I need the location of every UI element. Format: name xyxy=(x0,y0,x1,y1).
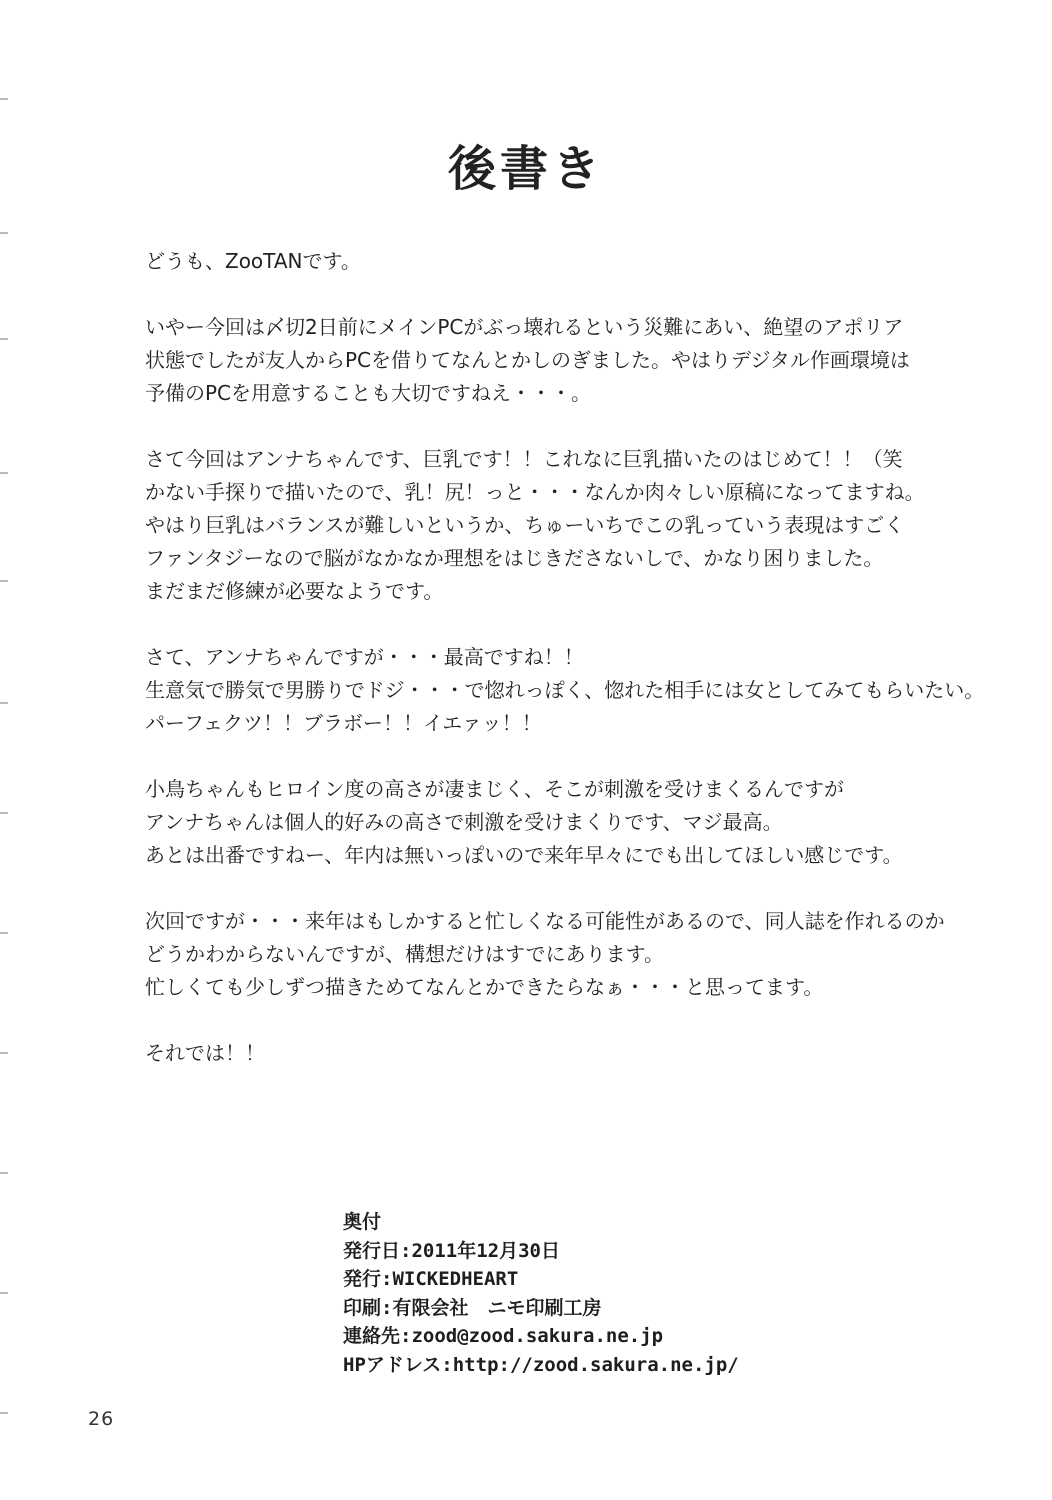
colophon-homepage: HPアドレス:http://zood.sakura.ne.jp/ xyxy=(343,1353,739,1376)
margin-tick xyxy=(0,812,8,814)
text-line: どうかわからないんですが、構想だけはすでにあります。 xyxy=(145,942,664,966)
text-line: さて今回はアンナちゃんです、巨乳です！！これなに巨乳描いたのはじめて！！（笑 xyxy=(145,447,903,471)
margin-tick xyxy=(0,1412,8,1414)
colophon-heading: 奥付 xyxy=(343,1211,382,1233)
paragraph-closing xyxy=(145,1037,925,1070)
text-line: まだまだ修練が必要なようです。 xyxy=(145,579,444,603)
margin-tick xyxy=(0,932,8,934)
binding-margin-marks xyxy=(0,0,12,1500)
colophon-publisher: 発行:WICKEDHEART xyxy=(343,1268,519,1290)
margin-tick xyxy=(0,1292,8,1294)
margin-tick xyxy=(0,1052,8,1054)
text-line: 次回ですが・・・来年はもしかすると忙しくなる可能性があるので、同人誌を作れるのか xyxy=(145,909,945,933)
margin-tick xyxy=(0,98,8,100)
text-line: やはり巨乳はバランスが難しいというか、ちゅーいちでこの乳っていう表現はすごく xyxy=(145,513,905,537)
page-number: 26 xyxy=(88,1408,115,1430)
margin-tick xyxy=(0,472,8,474)
text-line: いやー今回は〆切2日前にメインPCがぶっ壊れるという災難にあい、絶望のアポリア xyxy=(145,315,904,339)
margin-tick xyxy=(0,702,8,704)
paragraph-anna xyxy=(145,443,925,608)
paragraph-pc-trouble xyxy=(145,311,925,410)
margin-tick xyxy=(0,338,8,340)
paragraph-greeting xyxy=(145,245,925,278)
colophon-date: 発行日:2011年12月30日 xyxy=(343,1239,560,1262)
text-line: パーフェクツ！！ブラボー！！イエァッ！！ xyxy=(145,711,542,735)
colophon-contact: 連絡先:zood@zood.sakura.ne.jp xyxy=(343,1325,664,1347)
text-line: どうも、ZooTANです。 xyxy=(145,249,361,273)
paragraph-anna-praise xyxy=(145,641,985,740)
text-line: 忙しくても少しずつ描きためてなんとかできたらなぁ・・・と思ってます。 xyxy=(145,975,824,999)
text-line: アンナちゃんは個人的好みの高さで刺激を受けまくりです、マジ最高。 xyxy=(145,810,783,834)
afterword-body xyxy=(145,245,985,1103)
colophon xyxy=(343,1208,863,1379)
paragraph-next-time xyxy=(145,905,945,1004)
text-line: かない手探りで描いたので、乳！尻！っと・・・なんか肉々しい原稿になってますね。 xyxy=(145,480,925,504)
margin-tick xyxy=(0,232,8,234)
text-line: 小鳥ちゃんもヒロイン度の高さが凄まじく、そこが刺激を受けまくるんですが xyxy=(145,777,844,801)
colophon-printer: 印刷:有限会社 ニモ印刷工房 xyxy=(343,1296,602,1319)
text-line: あとは出番ですねー、年内は無いっぽいので来年早々にでも出してほしい感じです。 xyxy=(145,843,903,867)
text-line: 予備のPCを用意することも大切ですねえ・・・。 xyxy=(145,381,592,405)
text-line: さて、アンナちゃんですが・・・最高ですね！！ xyxy=(145,645,584,669)
text-line: ファンタジーなので脳がなかなか理想をはじきださないしで、かなり困りました。 xyxy=(145,546,884,570)
margin-tick xyxy=(0,1172,8,1174)
text-line: 状態でしたが友人からPCを借りてなんとかしのぎました。やはりデジタル作画環境は xyxy=(145,348,910,372)
margin-tick xyxy=(0,580,8,582)
paragraph-kotori xyxy=(145,773,925,872)
text-line: それでは！！ xyxy=(145,1041,265,1065)
text-line: 生意気で勝気で男勝りでドジ・・・で惚れっぽく、惚れた相手には女としてみてもらいたい。 xyxy=(145,678,985,702)
page-title: 後書き xyxy=(447,141,604,197)
